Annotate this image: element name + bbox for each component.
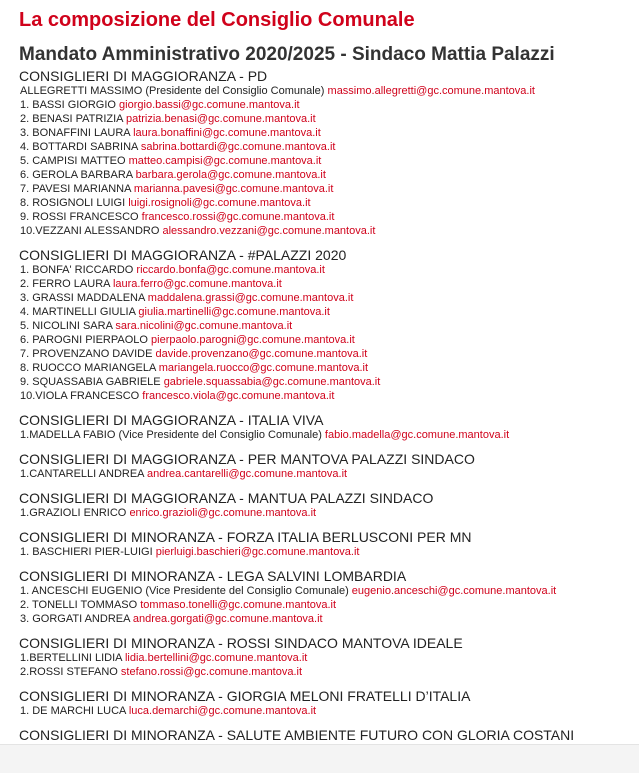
member-row — [19, 375, 634, 389]
member-row — [19, 210, 634, 224]
member-name: CANTARELLI ANDREA — [29, 468, 144, 480]
member-email-link[interactable]: massimo.allegretti@gc.comune.mantova.it — [327, 85, 535, 97]
member-index: 1. — [20, 705, 33, 717]
member-index: 7. — [20, 348, 33, 360]
member-row — [19, 168, 634, 182]
member-index: 7. — [20, 183, 33, 195]
member-email-link[interactable]: stefano.rossi@gc.comune.mantova.it — [120, 666, 303, 678]
member-index: 4. — [20, 306, 33, 318]
member-row — [19, 665, 634, 679]
member-email-link[interactable]: gabriele.squassabia@gc.comune.mantova.it — [163, 376, 381, 388]
group-title: CONSIGLIERI DI MINORANZA - FORZA ITALIA BERLUSCONI PER MN — [19, 529, 472, 545]
member-row — [19, 428, 634, 442]
member-row — [19, 506, 634, 520]
member-row — [19, 182, 634, 196]
council-group — [19, 247, 634, 403]
member-name: ROSSI FRANCESCO — [32, 211, 139, 223]
member-row — [19, 389, 634, 403]
member-name: FERRO LAURA — [32, 278, 110, 290]
member-name: TONELLI TOMMASO — [32, 599, 138, 611]
member-name: PAVESI MARIANNA — [32, 183, 131, 195]
member-index: 1. — [20, 507, 30, 519]
member-name: MARTINELLI GIULIA — [32, 306, 136, 318]
member-row — [19, 263, 634, 277]
member-row — [19, 704, 634, 718]
group-title: CONSIGLIERI DI MAGGIORANZA - #PALAZZI 2020 — [19, 247, 347, 263]
member-index: 2. — [20, 599, 33, 611]
member-name: PROVENZANO DAVIDE — [32, 348, 153, 360]
member-row — [19, 140, 634, 154]
member-email-link[interactable]: luigi.rosignoli@gc.comune.mantova.it — [128, 197, 311, 209]
member-row — [19, 98, 634, 112]
member-email-link[interactable]: maddalena.grassi@gc.comune.mantova.it — [147, 292, 354, 304]
group-title: CONSIGLIERI DI MINORANZA - SALUTE AMBIENTE FUTURO CON GLORIA COSTANI — [19, 727, 575, 743]
member-name: DE MARCHI LUCA — [32, 705, 126, 717]
member-index: 2. — [20, 278, 33, 290]
member-role: (Vice Presidente del Consiglio Comunale) — [145, 585, 349, 597]
group-title: CONSIGLIERI DI MAGGIORANZA - MANTUA PALAZZI SINDACO — [19, 490, 434, 506]
member-email-link[interactable]: giorgio.bassi@gc.comune.mantova.it — [119, 99, 300, 111]
member-name: ALLEGRETTI MASSIMO — [20, 85, 143, 97]
member-index: 1. — [20, 585, 32, 597]
member-email-link[interactable]: luca.demarchi@gc.comune.mantova.it — [128, 705, 317, 717]
member-row — [19, 291, 634, 305]
member-name: CAMPISI MATTEO — [32, 155, 126, 167]
member-name: GEROLA BARBARA — [32, 169, 133, 181]
member-email-link[interactable]: laura.bonaffini@gc.comune.mantova.it — [133, 127, 321, 139]
group-title: CONSIGLIERI DI MINORANZA - LEGA SALVINI LOMBARDIA — [19, 568, 407, 584]
member-name: VIOLA FRANCESCO — [35, 390, 140, 402]
member-email-link[interactable]: patrizia.benasi@gc.comune.mantova.it — [125, 113, 316, 125]
member-row — [19, 112, 634, 126]
member-index: 10. — [20, 225, 36, 237]
page-title: La composizione del Consiglio Comunale — [19, 9, 415, 31]
member-name: BOTTARDI SABRINA — [32, 141, 138, 153]
member-name: PAROGNI PIERPAOLO — [32, 334, 148, 346]
member-email-link[interactable]: giulia.martinelli@gc.comune.mantova.it — [138, 306, 330, 318]
member-index: 9. — [20, 211, 33, 223]
member-row — [19, 584, 634, 598]
member-row — [19, 598, 634, 612]
member-email-link[interactable]: enrico.grazioli@gc.comune.mantova.it — [129, 507, 317, 519]
council-group — [19, 412, 634, 442]
page-subtitle: Mandato Amministrativo 2020/2025 - Sindaco Mattia Palazzi — [19, 44, 555, 65]
member-name: BONFA' RICCARDO — [32, 264, 134, 276]
member-name: GRASSI MADDALENA — [32, 292, 145, 304]
group-title: CONSIGLIERI DI MAGGIORANZA - PER MANTOVA PALAZZI SINDACO — [19, 451, 475, 467]
council-group — [19, 490, 634, 520]
member-email-link[interactable]: sabrina.bottardi@gc.comune.mantova.it — [140, 141, 336, 153]
member-row — [19, 319, 634, 333]
member-row — [19, 277, 634, 291]
member-index: 3. — [20, 292, 33, 304]
member-email-link[interactable]: andrea.cantarelli@gc.comune.mantova.it — [146, 468, 348, 480]
member-name: BENASI PATRIZIA — [32, 113, 123, 125]
council-group — [19, 529, 634, 559]
member-email-link[interactable]: lidia.bertellini@gc.comune.mantova.it — [124, 652, 308, 664]
council-groups — [19, 68, 634, 757]
member-index: 5. — [20, 155, 33, 167]
member-email-link[interactable]: riccardo.bonfa@gc.comune.mantova.it — [136, 264, 325, 276]
member-index: 9. — [20, 376, 33, 388]
member-row — [19, 224, 634, 238]
member-role: (Vice Presidente del Consiglio Comunale) — [118, 429, 322, 441]
member-email-link[interactable]: davide.provenzano@gc.comune.mantova.it — [155, 348, 368, 360]
member-index: 3. — [20, 613, 33, 625]
member-index: 1. — [20, 264, 33, 276]
member-index: 10. — [20, 390, 36, 402]
member-row — [19, 333, 634, 347]
member-email-link[interactable]: marianna.pavesi@gc.comune.mantova.it — [133, 183, 334, 195]
member-email-link[interactable]: laura.ferro@gc.comune.mantova.it — [112, 278, 282, 290]
member-row — [19, 651, 634, 665]
member-index: 1. — [20, 468, 30, 480]
member-email-link[interactable]: pierpaolo.parogni@gc.comune.mantova.it — [151, 334, 355, 346]
council-group — [19, 688, 634, 718]
member-email-link[interactable]: matteo.campisi@gc.comune.mantova.it — [128, 155, 322, 167]
member-email-link[interactable]: mariangela.ruocco@gc.comune.mantova.it — [158, 362, 369, 374]
group-title: CONSIGLIERI DI MINORANZA - GIORGIA MELONI FRATELLI D’ITALIA — [19, 688, 471, 704]
member-email-link[interactable]: tommaso.tonelli@gc.comune.mantova.it — [140, 599, 337, 611]
member-email-link[interactable]: eugenio.anceschi@gc.comune.mantova.it — [351, 585, 557, 597]
member-row — [19, 126, 634, 140]
member-index: 1. — [20, 546, 33, 558]
member-email-link[interactable]: fabio.madella@gc.comune.mantova.it — [324, 429, 510, 441]
council-page — [19, 6, 634, 757]
member-name: MADELLA FABIO — [29, 429, 116, 441]
member-index: 4. — [20, 141, 33, 153]
council-group — [19, 635, 634, 679]
member-index: 6. — [20, 334, 33, 346]
member-email-link[interactable]: pierluigi.baschieri@gc.comune.mantova.it — [155, 546, 360, 558]
member-index: 8. — [20, 197, 33, 209]
page-footer-strip — [0, 744, 639, 773]
member-index: 3. — [20, 127, 33, 139]
member-row — [19, 154, 634, 168]
member-email-link[interactable]: sara.nicolini@gc.comune.mantova.it — [115, 320, 293, 332]
member-row — [19, 347, 634, 361]
member-name: ANCESCHI EUGENIO — [31, 585, 143, 597]
member-row — [19, 305, 634, 319]
member-name: ROSIGNOLI LUIGI — [32, 197, 126, 209]
member-index: 8. — [20, 362, 33, 374]
member-row — [19, 84, 634, 98]
member-name: RUOCCO MARIANGELA — [32, 362, 156, 374]
member-name: SQUASSABIA GABRIELE — [32, 376, 161, 388]
member-email-link[interactable]: francesco.viola@gc.comune.mantova.it — [142, 390, 335, 402]
member-name: VEZZANI ALESSANDRO — [35, 225, 160, 237]
member-row — [19, 545, 634, 559]
member-email-link[interactable]: alessandro.vezzani@gc.comune.mantova.it — [162, 225, 376, 237]
member-index: 5. — [20, 320, 33, 332]
member-name: BONAFFINI LAURA — [32, 127, 131, 139]
member-role: (Presidente del Consiglio Comunale) — [145, 85, 325, 97]
member-index: 6. — [20, 169, 33, 181]
group-title: CONSIGLIERI DI MINORANZA - ROSSI SINDACO MANTOVA IDEALE — [19, 635, 463, 651]
council-group — [19, 451, 634, 481]
member-index: 2. — [20, 666, 30, 678]
member-name: ROSSI STEFANO — [29, 666, 118, 678]
member-row — [19, 467, 634, 481]
member-row — [19, 612, 634, 626]
group-title: CONSIGLIERI DI MAGGIORANZA - ITALIA VIVA — [19, 412, 324, 428]
member-row — [19, 196, 634, 210]
member-index: 1. — [20, 429, 30, 441]
member-index: 1. — [20, 652, 30, 664]
member-index: 2. — [20, 113, 33, 125]
member-name: BASCHIERI PIER-LUIGI — [32, 546, 153, 558]
member-index: 1. — [20, 99, 33, 111]
member-name: NICOLINI SARA — [32, 320, 113, 332]
member-row — [19, 361, 634, 375]
member-email-link[interactable]: francesco.rossi@gc.comune.mantova.it — [141, 211, 335, 223]
council-group — [19, 568, 634, 626]
member-name: GRAZIOLI ENRICO — [29, 507, 127, 519]
member-name: BERTELLINI LIDIA — [29, 652, 122, 664]
member-email-link[interactable]: andrea.gorgati@gc.comune.mantova.it — [132, 613, 323, 625]
group-title: CONSIGLIERI DI MAGGIORANZA - PD — [19, 68, 268, 84]
member-email-link[interactable]: barbara.gerola@gc.comune.mantova.it — [135, 169, 326, 181]
council-group — [19, 68, 634, 238]
member-name: GORGATI ANDREA — [32, 613, 130, 625]
member-name: BASSI GIORGIO — [32, 99, 116, 111]
